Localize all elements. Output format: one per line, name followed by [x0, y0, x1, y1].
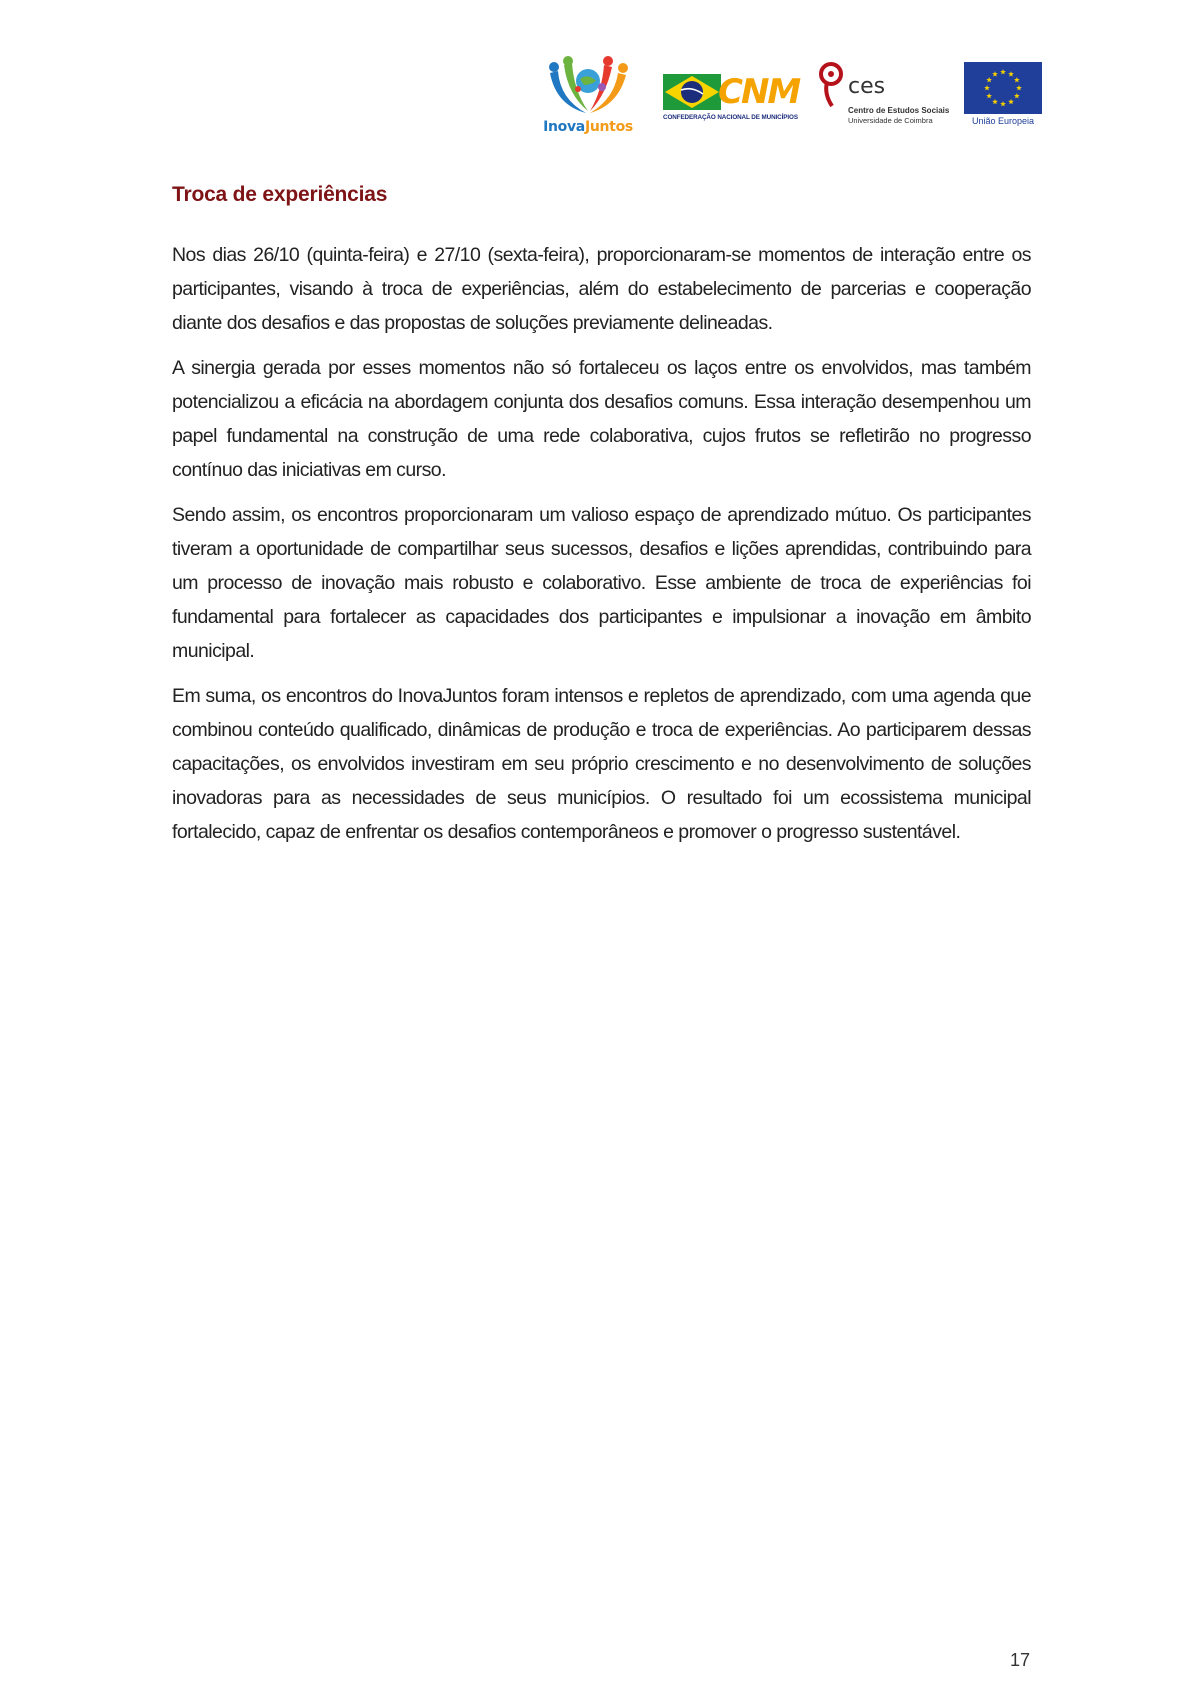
eu-flag-icon: [964, 62, 1042, 114]
cnm-subtitle: CONFEDERAÇÃO NACIONAL DE MUNICÍPIOS: [663, 114, 798, 121]
section-title: Troca de experiências: [172, 183, 388, 206]
cnm-wordmark: CNM: [718, 72, 800, 112]
eu-star-icon: [1008, 71, 1014, 76]
ces-symbol-icon: [818, 60, 848, 108]
ces-subtitle-line2: Universidade de Coimbra: [848, 116, 933, 125]
ces-subtitle-line1: Centro de Estudos Sociais: [848, 106, 950, 115]
eu-star-icon: [1008, 99, 1014, 104]
eu-star-icon: [986, 93, 992, 98]
inovajuntos-logo: [538, 55, 638, 137]
eu-star-icon: [1000, 69, 1006, 74]
page-number: 17: [1009, 1650, 1030, 1670]
inovajuntos-wordmark: InovaJuntos: [543, 119, 633, 135]
eu-star-icon: [1016, 85, 1022, 90]
eu-star-icon: [992, 99, 998, 104]
paragraph: Sendo assim, os encontros proporcionaram um valioso espaço de aprendizado mútuo. Os participantes tiveram a oportunidade de compartilhar seus sucessos, desafios e lições aprendidas, contribuindo para um processo de inovação mais robusto e colaborativo. Esse ambiente de troca de experiências foi fundamental para fortalecer as capacidades dos participantes e impulsionar a inovação em âmbito municipal.: [172, 504, 1031, 662]
eu-logo: [964, 62, 1042, 130]
eu-star-icon: [1014, 77, 1020, 82]
eu-star-icon: [1000, 101, 1006, 106]
paragraph: Nos dias 26/10 (quinta-feira) e 27/10 (sexta-feira), proporcionaram-se momentos de interação entre os participantes, visando à troca de experiências, além do estabelecimento de parcerias e cooperação diante dos desafios e das propostas de soluções previamente delineadas.: [172, 244, 1031, 334]
eu-star-icon: [1014, 93, 1020, 98]
paragraph: Em suma, os encontros do InovaJuntos foram intensos e repletos de aprendizado, com uma agenda que combinou conteúdo qualificado, dinâmicas de produção e troca de experiências. Ao participarem dessas capacitações, os envolvidos investiram em seu próprio crescimento e no desenvolvimento de soluções inovadoras para as necessidades de seus municípios. O resultado foi um ecossistema municipal fortalecido, capaz de enfrentar os desafios contemporâneos e promover o progresso sustentável.: [172, 685, 1031, 843]
eu-label: União Europeia: [971, 116, 1035, 126]
body-text: [172, 238, 1031, 860]
header-logos: [538, 55, 1038, 145]
ces-logo: [818, 60, 958, 130]
brazil-flag-icon: [663, 70, 721, 114]
eu-star-icon: [986, 77, 992, 82]
eu-star-icon: [984, 85, 990, 90]
inovajuntos-figures-icon: [538, 55, 638, 121]
ces-wordmark: ces: [848, 74, 886, 99]
paragraph: A sinergia gerada por esses momentos não só fortaleceu os laços entre os envolvidos, mas também potencializou a eficácia na abordagem conjunta dos desafios comuns. Essa interação desempenhou um papel fundamental na construção de uma rede colaborativa, cujos frutos se refletirão no progresso contínuo das iniciativas em curso.: [172, 357, 1031, 481]
eu-star-icon: [992, 71, 998, 76]
cnm-logo: [663, 70, 800, 126]
